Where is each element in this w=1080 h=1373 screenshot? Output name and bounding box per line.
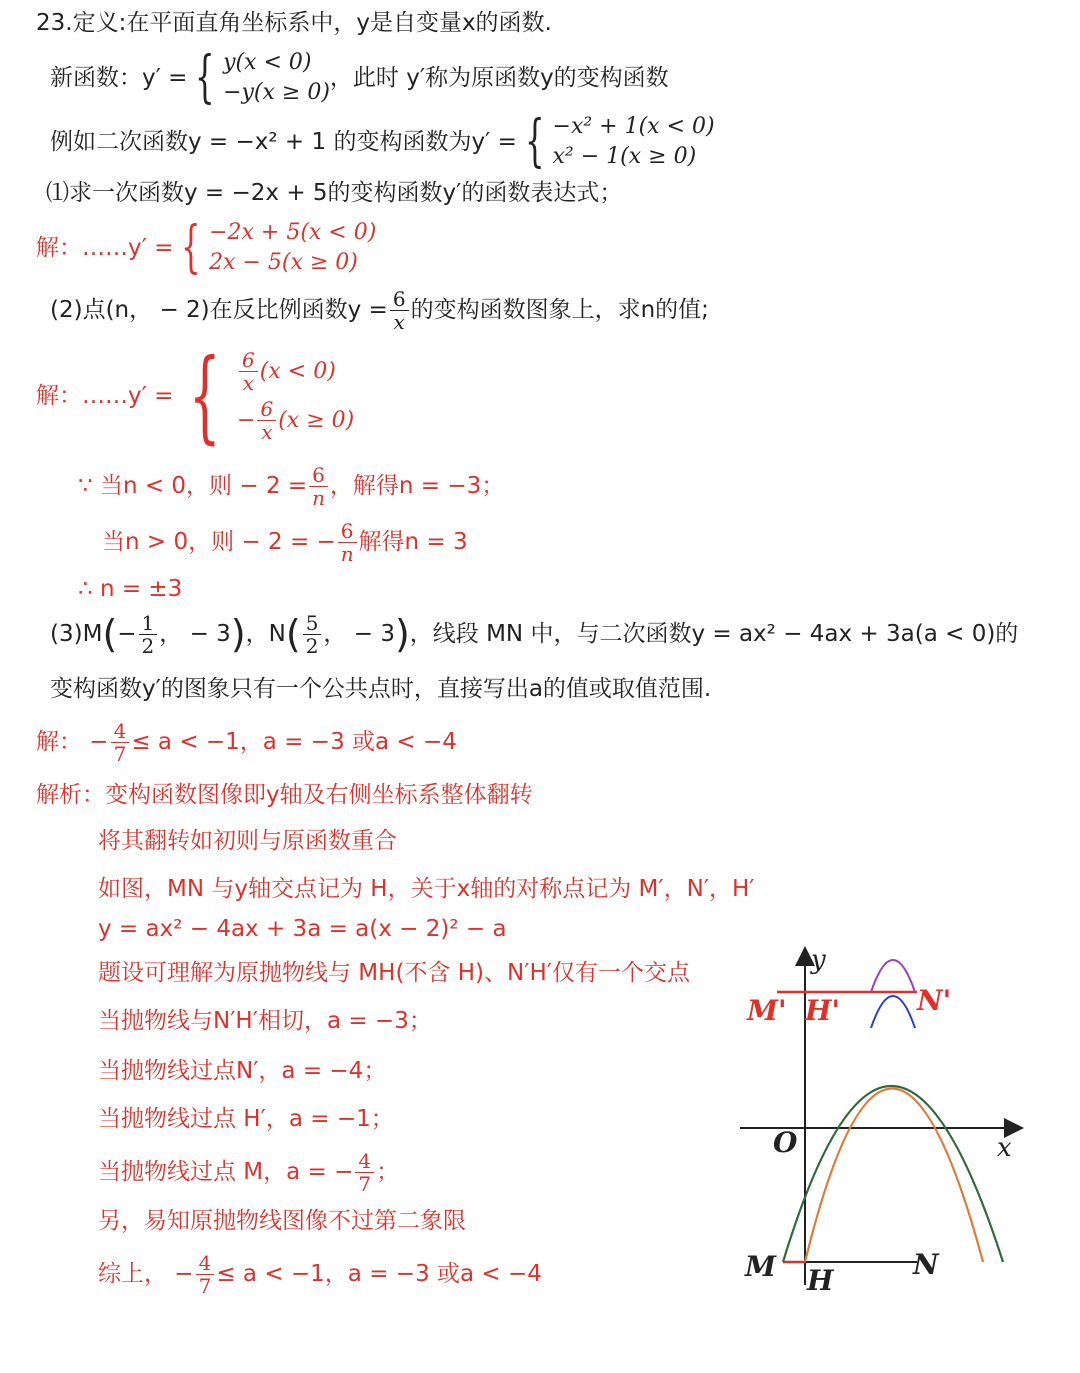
left-brace: { (195, 45, 216, 110)
answer-1-case-2: 2x − 5(x ≥ 0) (209, 250, 358, 275)
analysis-line-6: 当抛物线与N′H′相切，a = −3； (98, 1008, 432, 1034)
example-line (50, 110, 715, 174)
purple-parabola (871, 960, 915, 992)
definition-prefix: 新函数：y′ = (50, 65, 188, 91)
analysis-line-8: 当抛物线过点 H′，a = −1； (98, 1106, 394, 1132)
label-h: H (807, 1264, 834, 1297)
left-brace: { (181, 215, 202, 280)
parabola-graph (735, 940, 1035, 1300)
answer-2-cases (173, 337, 355, 454)
analysis-line-11: 综上， − $\frac{4}{7}$ ≤ a < −1，a = −3 或a < −4 (98, 1250, 542, 1298)
answer-2-prefix: 解：……y′ = (36, 383, 174, 409)
blue-parabola (871, 996, 915, 1028)
definition-line (50, 46, 669, 110)
label-m: M (745, 1250, 776, 1283)
question-3: (3)M ( − $\frac{1}{2}$ ， − 3 ) ，N ( $\frac{5}{2}$ ， − 3 ) ，线段 MN 中，与二次函数y = ax² − 4ax + 3a(a < 0)的 (50, 610, 1019, 658)
label-x: x (997, 1133, 1012, 1163)
left-brace: { (524, 109, 545, 174)
left-brace: { (189, 337, 222, 454)
definition-suffix: ，此时 y′称为原函数y的变构函数 (329, 65, 669, 91)
answer-3: 解： − $\frac{4}{7}$ ≤ a < −1，a = −3 或a < −4 (36, 718, 457, 766)
answer-2 (36, 337, 355, 454)
analysis-line-7: 当抛物线过点N′，a = −4； (98, 1058, 387, 1084)
analysis-line-4: y = ax² − 4ax + 3a = a(x − 2)² − a (98, 916, 507, 942)
answer-2-step-1: ∵ 当n < 0，则 − 2 = $\frac{6}{n}$ ，解得n = −3； (78, 462, 505, 510)
definition-cases (187, 45, 330, 110)
question-3-line-2: 变构函数y′的图象只有一个公共点时，直接写出a的值或取值范围. (50, 676, 712, 702)
question-1: ⑴求一次函数y = −2x + 5的变构函数y′的函数表达式； (46, 180, 623, 206)
label-m-prime: M' (747, 994, 787, 1027)
question-2 (50, 282, 709, 338)
answer-2-case-1: $\frac{6}{x}$ (x < 0) (237, 349, 354, 394)
analysis-line-9: 当抛物线过点 M，a = − $\frac{4}{7}$ ； (98, 1148, 400, 1196)
definition-case-1: y(x < 0) (223, 50, 312, 75)
problem-title: 23.定义:在平面直角坐标系中，y是自变量x的函数. (36, 10, 552, 36)
answer-2-case-2: − $\frac{6}{x}$ (x ≥ 0) (237, 397, 355, 444)
label-origin: O (773, 1126, 798, 1159)
answer-2-step-2: 当n > 0，则 − 2 = − $\frac{6}{n}$ 解得n = 3 (102, 518, 468, 566)
example-cases (517, 109, 715, 174)
orange-parabola (805, 1089, 983, 1263)
answer-1-cases (173, 215, 377, 280)
answer-1 (36, 216, 376, 280)
analysis-line-10: 另，易知原抛物线图像不过第二象限 (98, 1208, 466, 1234)
answer-1-prefix: 解：……y′ = (36, 235, 174, 261)
analysis-line-2: 将其翻转如初则与原函数重合 (98, 828, 397, 854)
analysis-line-3: 如图，MN 与y轴交点记为 H，关于x轴的对称点记为 M′，N′，H′ (98, 876, 755, 902)
question-2-post: 的变构函数图象上，求n的值; (410, 297, 709, 323)
analysis-line-5: 题设可理解为原抛物线与 MH (不含 H) 、N′H′仅有一个交点 (98, 960, 690, 986)
answer-1-case-1: −2x + 5(x < 0) (209, 220, 377, 245)
label-h-prime: H' (805, 994, 841, 1027)
question-2-pre: (2)点(n， − 2)在反比例函数y = (50, 297, 388, 323)
example-prefix: 例如二次函数y = −x² + 1 的变构函数为y′ = (50, 129, 517, 155)
example-case-2: x² − 1(x ≥ 0) (552, 144, 697, 169)
example-case-1: −x² + 1(x < 0) (552, 114, 715, 139)
green-parabola (783, 1086, 1003, 1262)
definition-case-2: −y(x ≥ 0) (223, 80, 330, 105)
answer-2-conclusion: ∴ n = ±3 (78, 576, 183, 602)
fraction-6-over-x: $\frac{6}{x}$ (390, 288, 409, 333)
analysis-line-1: 解析：变构函数图像即y轴及右侧坐标系整体翻转 (36, 782, 533, 808)
label-y: y (811, 945, 826, 975)
label-n: N (913, 1248, 939, 1281)
label-n-prime: N' (917, 984, 952, 1017)
